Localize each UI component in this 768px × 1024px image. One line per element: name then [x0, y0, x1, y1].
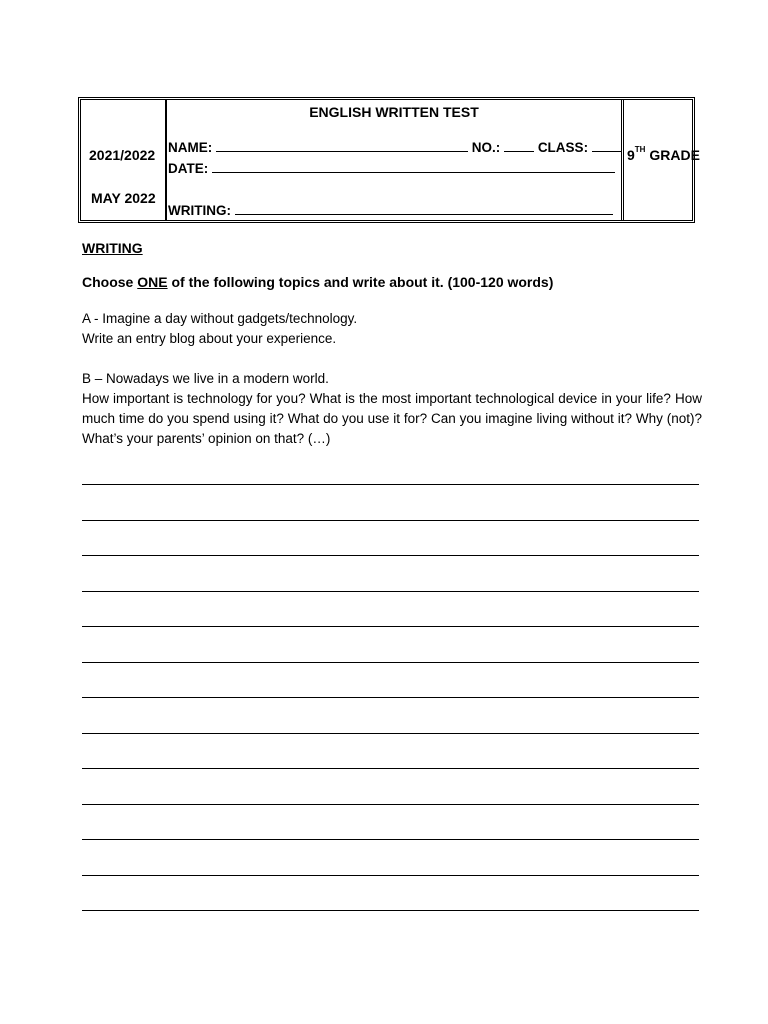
writing-row: [168, 202, 613, 218]
topic-a: [82, 309, 702, 349]
grade-label: 9TH GRADE: [627, 145, 700, 163]
name-row: [168, 139, 622, 155]
no-label: NO.:: [471, 140, 501, 155]
answer-line[interactable]: [82, 520, 699, 521]
answer-line[interactable]: [82, 839, 699, 840]
school-year: 2021/2022: [89, 147, 156, 163]
answer-line[interactable]: [82, 555, 699, 556]
topic-b-line1: B – Nowadays we live in a modern world.: [82, 371, 329, 386]
instruction-text: Choose ONE of the following topics and write about it. (100-120 words): [82, 274, 554, 290]
answer-line[interactable]: [82, 697, 699, 698]
topic-b-body: How important is technology for you? What is the most important technological device in your life? How much time do you spend using it? What do you use it for? Can you imagine living without it? Why (not)? What’s your parents’ opinion on that? (…): [82, 391, 702, 446]
date-row: [168, 160, 615, 176]
writing-field[interactable]: [235, 202, 613, 215]
test-month: MAY 2022: [91, 190, 156, 206]
name-field[interactable]: [216, 139, 468, 152]
answer-line[interactable]: [82, 804, 699, 805]
topic-a-line1: A - Imagine a day without gadgets/technology.: [82, 311, 358, 326]
writing-label: WRITING:: [168, 203, 231, 218]
topic-b: [82, 369, 702, 449]
date-field[interactable]: [212, 160, 615, 173]
class-field[interactable]: [592, 139, 622, 152]
answer-line[interactable]: [82, 910, 699, 911]
answer-line[interactable]: [82, 591, 699, 592]
answer-line[interactable]: [82, 662, 699, 663]
class-label: CLASS:: [537, 140, 589, 155]
name-label: NAME:: [168, 140, 213, 155]
answer-line[interactable]: [82, 484, 699, 485]
topic-a-line2: Write an entry blog about your experience.: [82, 331, 337, 346]
section-title: WRITING: [82, 240, 143, 256]
answer-line[interactable]: [82, 626, 699, 627]
header-left-cell: [81, 100, 167, 220]
date-label: DATE:: [168, 161, 209, 176]
answer-line[interactable]: [82, 768, 699, 769]
answer-line[interactable]: [82, 733, 699, 734]
number-field[interactable]: [504, 139, 534, 152]
header-box: [78, 97, 700, 223]
test-title: ENGLISH WRITTEN TEST: [309, 104, 479, 120]
header-right-cell: [621, 100, 700, 220]
answer-line[interactable]: [82, 875, 699, 876]
